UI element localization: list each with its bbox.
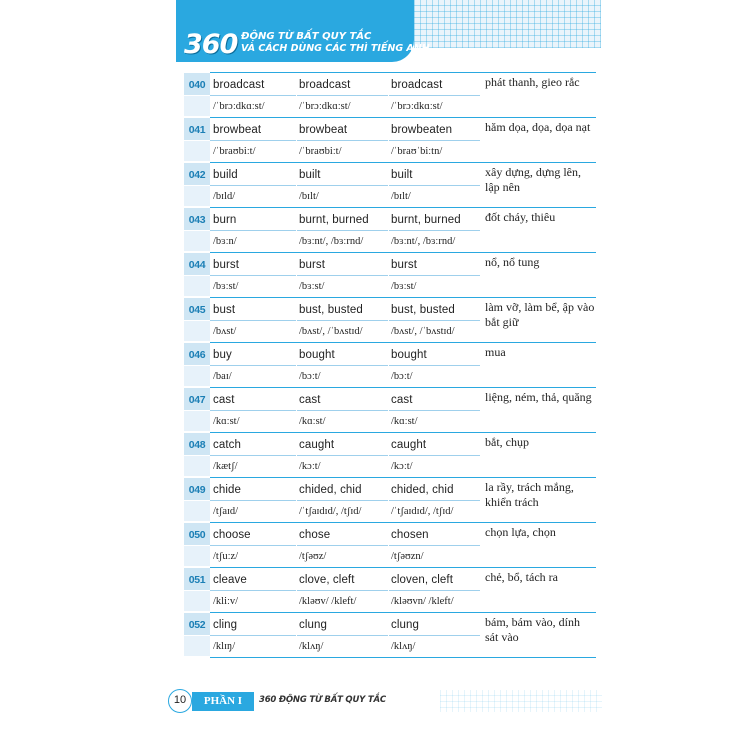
base-form-cell xyxy=(210,567,296,612)
past-form-ipa: /ˈbraʊbiːt/ xyxy=(299,146,342,157)
base-form-cell xyxy=(210,252,296,297)
header-title-line1: ĐỘNG TỪ BẤT QUY TẮC xyxy=(241,31,372,42)
past-participle-ipa: /bɪlt/ xyxy=(391,191,411,202)
base-form-ipa: /bɪld/ xyxy=(213,191,236,202)
past-form-cell xyxy=(296,162,388,207)
base-form-ipa: /bʌst/ xyxy=(213,326,237,337)
base-form-cell xyxy=(210,387,296,432)
column-divider xyxy=(296,298,297,341)
column-divider xyxy=(296,208,297,251)
meaning: liệng, ném, thả, quăng xyxy=(485,390,592,404)
verb-row xyxy=(184,567,596,612)
verb-number: 046 xyxy=(188,349,206,361)
past-participle: bust, busted xyxy=(391,304,455,316)
verb-row xyxy=(184,387,596,432)
past-form-cell xyxy=(296,387,388,432)
past-participle-ipa: /ˈbrɔːdkɑːst/ xyxy=(391,101,443,112)
past-participle-ipa: /klʌŋ/ xyxy=(391,641,416,652)
verb-number: 051 xyxy=(188,574,206,586)
column-divider xyxy=(388,433,389,476)
past-form-ipa: /tʃəʊz/ xyxy=(299,551,327,562)
column-divider xyxy=(388,73,389,116)
past-form-cell xyxy=(296,207,388,252)
base-form: buy xyxy=(213,349,232,361)
meaning: nổ, nổ tung xyxy=(485,255,540,269)
past-participle: cloven, cleft xyxy=(391,574,454,586)
verb-row xyxy=(184,252,596,297)
past-form: chose xyxy=(299,529,331,541)
verb-number: 045 xyxy=(188,304,206,316)
past-form-cell xyxy=(296,477,388,522)
base-form-cell xyxy=(210,72,296,117)
base-form-ipa: /kætʃ/ xyxy=(213,461,238,472)
past-participle: built xyxy=(391,169,413,181)
past-participle: burst xyxy=(391,259,418,271)
base-form-cell xyxy=(210,432,296,477)
base-form: catch xyxy=(213,439,241,451)
past-form: bust, busted xyxy=(299,304,363,316)
past-participle: cast xyxy=(391,394,413,406)
verb-number: 044 xyxy=(188,259,206,271)
past-form: clove, cleft xyxy=(299,574,355,586)
column-divider xyxy=(296,253,297,296)
header-number: 360 xyxy=(184,29,238,60)
meaning: bám, bám vào, dính sát vào xyxy=(485,615,580,644)
past-participle-ipa: /kləʊvn/ /kleft/ xyxy=(391,596,454,607)
base-form-ipa: /bɜːn/ xyxy=(213,236,237,247)
past-participle-cell xyxy=(388,162,480,207)
verb-row xyxy=(184,522,596,567)
past-form: clung xyxy=(299,619,327,631)
verb-row xyxy=(184,612,596,657)
past-participle: browbeaten xyxy=(391,124,453,136)
past-participle: broadcast xyxy=(391,79,443,91)
past-participle-ipa: /bɜːst/ xyxy=(391,281,417,292)
past-participle-cell xyxy=(388,522,480,567)
past-participle-cell xyxy=(388,117,480,162)
base-form: broadcast xyxy=(213,79,265,91)
meaning: chẻ, bổ, tách ra xyxy=(485,570,558,584)
past-participle: caught xyxy=(391,439,427,451)
past-participle-ipa: /bɔːt/ xyxy=(391,371,413,382)
verb-number: 049 xyxy=(188,484,206,496)
header-title-line2: VÀ CÁCH DÙNG CÁC THÌ TIẾNG ANH xyxy=(241,43,430,54)
footer-decoration-grid xyxy=(440,690,602,712)
column-divider xyxy=(296,568,297,611)
verb-number: 047 xyxy=(188,394,206,406)
base-form: choose xyxy=(213,529,251,541)
verb-number: 040 xyxy=(188,79,206,91)
past-form-ipa: /bɪlt/ xyxy=(299,191,319,202)
column-divider xyxy=(296,73,297,116)
past-participle: clung xyxy=(391,619,419,631)
past-participle-cell xyxy=(388,567,480,612)
past-form-cell xyxy=(296,297,388,342)
verb-table xyxy=(184,72,596,657)
meaning: đốt cháy, thiêu xyxy=(485,210,556,224)
base-form-cell xyxy=(210,522,296,567)
verb-row xyxy=(184,117,596,162)
base-form: burn xyxy=(213,214,237,226)
past-participle-cell xyxy=(388,342,480,387)
past-form: built xyxy=(299,169,321,181)
meaning: phát thanh, gieo rắc xyxy=(485,75,580,89)
verb-row xyxy=(184,477,596,522)
meaning: la rầy, trách mắng, khiển trách xyxy=(485,480,574,509)
past-participle-ipa: /tʃəʊzn/ xyxy=(391,551,424,562)
column-divider xyxy=(388,118,389,161)
past-form-ipa: /klʌŋ/ xyxy=(299,641,324,652)
past-form-ipa: /bɔːt/ xyxy=(299,371,321,382)
column-divider xyxy=(388,613,389,656)
base-form: chide xyxy=(213,484,241,496)
past-participle: chided, chid xyxy=(391,484,454,496)
past-form-cell xyxy=(296,117,388,162)
past-form-cell xyxy=(296,567,388,612)
past-form: bought xyxy=(299,349,335,361)
past-participle-cell xyxy=(388,252,480,297)
base-form: bust xyxy=(213,304,236,316)
base-form-cell xyxy=(210,612,296,657)
column-divider xyxy=(296,613,297,656)
past-form-cell xyxy=(296,522,388,567)
past-form: burst xyxy=(299,259,326,271)
past-participle-cell xyxy=(388,477,480,522)
verb-number: 042 xyxy=(188,169,206,181)
past-form-ipa: /ˈbrɔːdkɑːst/ xyxy=(299,101,351,112)
column-divider xyxy=(388,523,389,566)
column-divider xyxy=(388,568,389,611)
base-form-cell xyxy=(210,207,296,252)
base-form: cast xyxy=(213,394,235,406)
past-form-cell xyxy=(296,342,388,387)
past-form-cell xyxy=(296,72,388,117)
meaning: hăm dọa, dọa, dọa nạt xyxy=(485,120,591,134)
column-divider xyxy=(296,433,297,476)
past-form-ipa: /bɜːnt/, /bɜːrnd/ xyxy=(299,236,364,247)
column-divider xyxy=(296,343,297,386)
past-form: broadcast xyxy=(299,79,351,91)
column-divider xyxy=(388,388,389,431)
past-form-ipa: /kɑːst/ xyxy=(299,416,326,427)
base-form: burst xyxy=(213,259,240,271)
past-participle-ipa: /ˈbraʊˈbiːtn/ xyxy=(391,146,443,157)
past-participle-cell xyxy=(388,72,480,117)
past-participle-ipa: /kɑːst/ xyxy=(391,416,418,427)
base-form-ipa: /bɜːst/ xyxy=(213,281,239,292)
past-participle-ipa: /bʌst/, /ˈbʌstɪd/ xyxy=(391,326,455,337)
column-divider xyxy=(296,523,297,566)
base-form-ipa: /ˈbrɔːdkɑːst/ xyxy=(213,101,265,112)
column-divider xyxy=(296,478,297,521)
past-participle-cell xyxy=(388,432,480,477)
meaning: xây dựng, dựng lên, lập nên xyxy=(485,165,581,194)
column-divider xyxy=(296,388,297,431)
base-form-cell xyxy=(210,162,296,207)
past-participle-cell xyxy=(388,207,480,252)
verb-number: 041 xyxy=(188,124,206,136)
past-participle: bought xyxy=(391,349,427,361)
part-label: PHẦN I xyxy=(192,692,254,711)
meaning: chọn lựa, chọn xyxy=(485,525,556,539)
past-participle-ipa: /kɔːt/ xyxy=(391,461,413,472)
base-form-ipa: /kɑːst/ xyxy=(213,416,240,427)
verb-row xyxy=(184,207,596,252)
column-divider xyxy=(388,343,389,386)
past-form-ipa: /bɜːst/ xyxy=(299,281,325,292)
past-form-ipa: /kləʊv/ /kleft/ xyxy=(299,596,357,607)
base-form: cleave xyxy=(213,574,247,586)
base-form-ipa: /tʃaɪd/ xyxy=(213,506,239,517)
column-divider xyxy=(296,118,297,161)
base-form-ipa: /baɪ/ xyxy=(213,371,232,382)
verb-row xyxy=(184,72,596,117)
base-form-ipa: /kliːv/ xyxy=(213,596,239,607)
verb-number: 043 xyxy=(188,214,206,226)
meaning: mua xyxy=(485,345,506,359)
past-form-ipa: /ˈtʃaɪdɪd/, /tʃɪd/ xyxy=(299,506,362,517)
column-divider xyxy=(296,163,297,206)
past-form: chided, chid xyxy=(299,484,362,496)
table-bottom-border xyxy=(210,657,596,658)
base-form-cell xyxy=(210,342,296,387)
past-form: caught xyxy=(299,439,335,451)
past-form-cell xyxy=(296,612,388,657)
past-participle-cell xyxy=(388,387,480,432)
footer-title: 360 ĐỘNG TỪ BẤT QUY TẮC xyxy=(259,695,386,705)
past-participle: burnt, burned xyxy=(391,214,461,226)
past-participle-ipa: /bɜːnt/, /bɜːrnd/ xyxy=(391,236,456,247)
past-form: cast xyxy=(299,394,321,406)
column-divider xyxy=(388,163,389,206)
column-divider xyxy=(388,478,389,521)
past-participle-ipa: /ˈtʃaɪdɪd/, /tʃɪd/ xyxy=(391,506,454,517)
base-form: build xyxy=(213,169,238,181)
base-form-ipa: /ˈbraʊbiːt/ xyxy=(213,146,256,157)
past-participle: chosen xyxy=(391,529,429,541)
column-divider xyxy=(388,208,389,251)
past-form: browbeat xyxy=(299,124,348,136)
header-decoration-grid xyxy=(414,0,601,48)
past-form-ipa: /kɔːt/ xyxy=(299,461,321,472)
base-form: browbeat xyxy=(213,124,262,136)
meaning: bắt, chụp xyxy=(485,435,529,449)
past-form: burnt, burned xyxy=(299,214,369,226)
past-participle-cell xyxy=(388,612,480,657)
past-form-cell xyxy=(296,252,388,297)
past-form-ipa: /bʌst/, /ˈbʌstɪd/ xyxy=(299,326,363,337)
base-form-cell xyxy=(210,297,296,342)
base-form-cell xyxy=(210,477,296,522)
verb-number: 050 xyxy=(188,529,206,541)
past-participle-cell xyxy=(388,297,480,342)
base-form-cell xyxy=(210,117,296,162)
column-divider xyxy=(388,298,389,341)
column-divider xyxy=(388,253,389,296)
page-number: 10 xyxy=(168,689,192,713)
base-form-ipa: /tʃuːz/ xyxy=(213,551,239,562)
verb-number: 052 xyxy=(188,619,206,631)
verb-row xyxy=(184,297,596,342)
base-form: cling xyxy=(213,619,238,631)
verb-number: 048 xyxy=(188,439,206,451)
verb-row xyxy=(184,342,596,387)
verb-row xyxy=(184,432,596,477)
verb-row xyxy=(184,162,596,207)
past-form-cell xyxy=(296,432,388,477)
meaning: làm vỡ, làm bể, ập vào bắt giữ xyxy=(485,300,595,329)
base-form-ipa: /klɪŋ/ xyxy=(213,641,236,652)
